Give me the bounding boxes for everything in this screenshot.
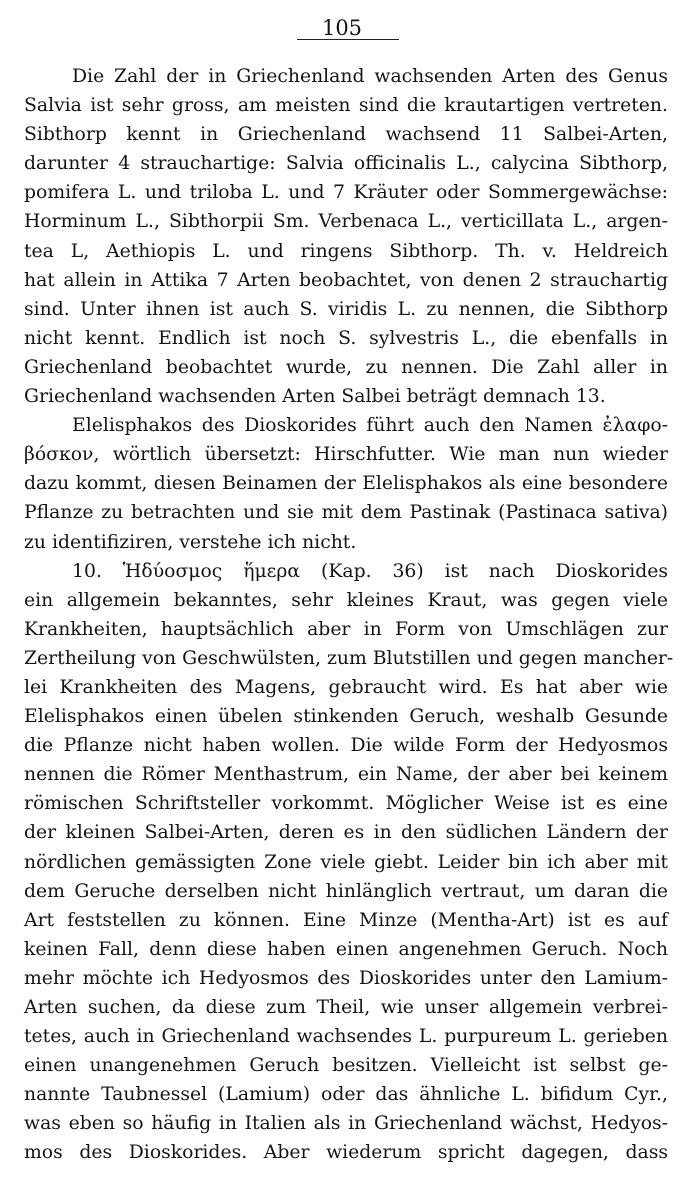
paragraph-hedyosmos bbox=[24, 557, 674, 1168]
text-line: dazu kommt, diesen Beinamen der Elelisphakos als eine besondere bbox=[24, 473, 668, 495]
text-line: pomifera L. und triloba L. und 7 Kräuter oder Sommergewächse: bbox=[24, 182, 668, 204]
text-line: tetes, auch in Griechenland wachsendes L. purpureum L. gerieben bbox=[24, 1026, 668, 1048]
text-line: Griechenland wachsenden Arten Salbei beträgt demnach 13. bbox=[24, 386, 606, 408]
text-line: ein allgemein bekanntes, sehr kleines Kraut, was gegen viele bbox=[24, 589, 668, 611]
text-line: nicht kennt. Endlich ist noch S. sylvestris L., die ebenfalls in bbox=[24, 327, 668, 349]
text-line: mehr möchte ich Hedyosmos des Dioskorides unter den Lamium- bbox=[24, 967, 668, 989]
text-line: darunter 4 strauchartige: Salvia officinalis L., calycina Sibthorp, bbox=[24, 153, 668, 175]
text-line: Elelisphakos des Dioskorides führt auch den Namen ἐλαφο- bbox=[72, 415, 668, 437]
text-line: nördlichen gemässigten Zone viele giebt. Leider bin ich aber mit bbox=[24, 851, 668, 873]
page-number-rule bbox=[297, 39, 399, 40]
text-line: tea L, Aethiopis L. und ringens Sibthorp. Th. v. Heldreich bbox=[24, 240, 668, 262]
paragraph-salvia-species bbox=[24, 62, 668, 411]
text-line: keinen Fall, denn diese haben einen angenehmen Geruch. Noch bbox=[24, 938, 668, 960]
text-line: Salvia ist sehr gross, am meisten sind die krautartigen vertreten. bbox=[24, 95, 668, 117]
text-line: Zertheilung von Geschwülsten, zum Blutstillen und gegen mancher- bbox=[24, 647, 674, 669]
text-line: Die Zahl der in Griechenland wachsenden Arten des Genus bbox=[72, 66, 668, 87]
text-line: was eben so häufig in Italien als in Griechenland wächst, Hedyos- bbox=[24, 1113, 668, 1135]
text-line: Griechenland beobachtet wurde, zu nennen. Die Zahl aller in bbox=[24, 356, 668, 378]
text-line: lei Krankheiten des Magens, gebraucht wird. Es hat aber wie bbox=[24, 676, 668, 698]
text-line: 10. Ἡδύοσμος ἥμερα (Kap. 36) ist nach Dioskorides bbox=[72, 560, 668, 582]
text-line: Elelisphakos einen übelen stinkenden Geruch, weshalb Gesunde bbox=[24, 706, 668, 728]
body-text bbox=[24, 62, 674, 1168]
text-line: dem Geruche derselben nicht hinlänglich vertraut, um daran die bbox=[24, 880, 668, 902]
text-line: nannte Taubnessel (Lamium) oder das ähnliche L. bifidum Cyr., bbox=[24, 1084, 668, 1106]
text-line: Arten suchen, da diese zum Theil, wie unser allgemein verbrei- bbox=[24, 997, 668, 1018]
paragraph-elelisphakos bbox=[24, 411, 668, 556]
text-line: Horminum L., Sibthorpii Sm. Verbenaca L., verticillata L., argen- bbox=[24, 211, 668, 233]
text-line: die Pflanze nicht haben wollen. Die wilde Form der Hedyosmos bbox=[24, 735, 668, 757]
text-line: der kleinen Salbei-Arten, deren es in den südlichen Ländern der bbox=[24, 822, 668, 844]
text-line: mos des Dioskorides. Aber wiederum spricht dagegen, dass bbox=[24, 1142, 668, 1164]
text-line: hat allein in Attika 7 Arten beobachtet, von denen 2 strauchartig bbox=[24, 269, 668, 291]
text-line: βόσκον, wörtlich übersetzt: Hirschfutter. Wie man nun wieder bbox=[24, 444, 668, 466]
text-line: Pflanze zu betrachten und sie mit dem Pastinak (Pastinaca sativa) bbox=[24, 502, 668, 524]
text-line: römischen Schriftsteller vorkommt. Möglicher Weise ist es eine bbox=[24, 793, 668, 815]
text-line: sind. Unter ihnen ist auch S. viridis L. zu nennen, die Sibthorp bbox=[24, 298, 668, 320]
page-number: 105 bbox=[321, 16, 363, 40]
text-line: einen unangenehmen Geruch besitzen. Vielleicht ist selbst ge- bbox=[24, 1055, 668, 1077]
text-line: Sibthorp kennt in Griechenland wachsend 11 Salbei-Arten, bbox=[24, 124, 668, 146]
text-line: Art feststellen zu können. Eine Minze (Mentha-Art) ist es auf bbox=[24, 909, 668, 931]
text-line: zu identifiziren, verstehe ich nicht. bbox=[24, 531, 357, 553]
text-line: nennen die Römer Menthastrum, ein Name, der aber bei keinem bbox=[24, 764, 668, 786]
text-line: Krankheiten, hauptsächlich aber in Form von Umschlägen zur bbox=[24, 618, 668, 640]
